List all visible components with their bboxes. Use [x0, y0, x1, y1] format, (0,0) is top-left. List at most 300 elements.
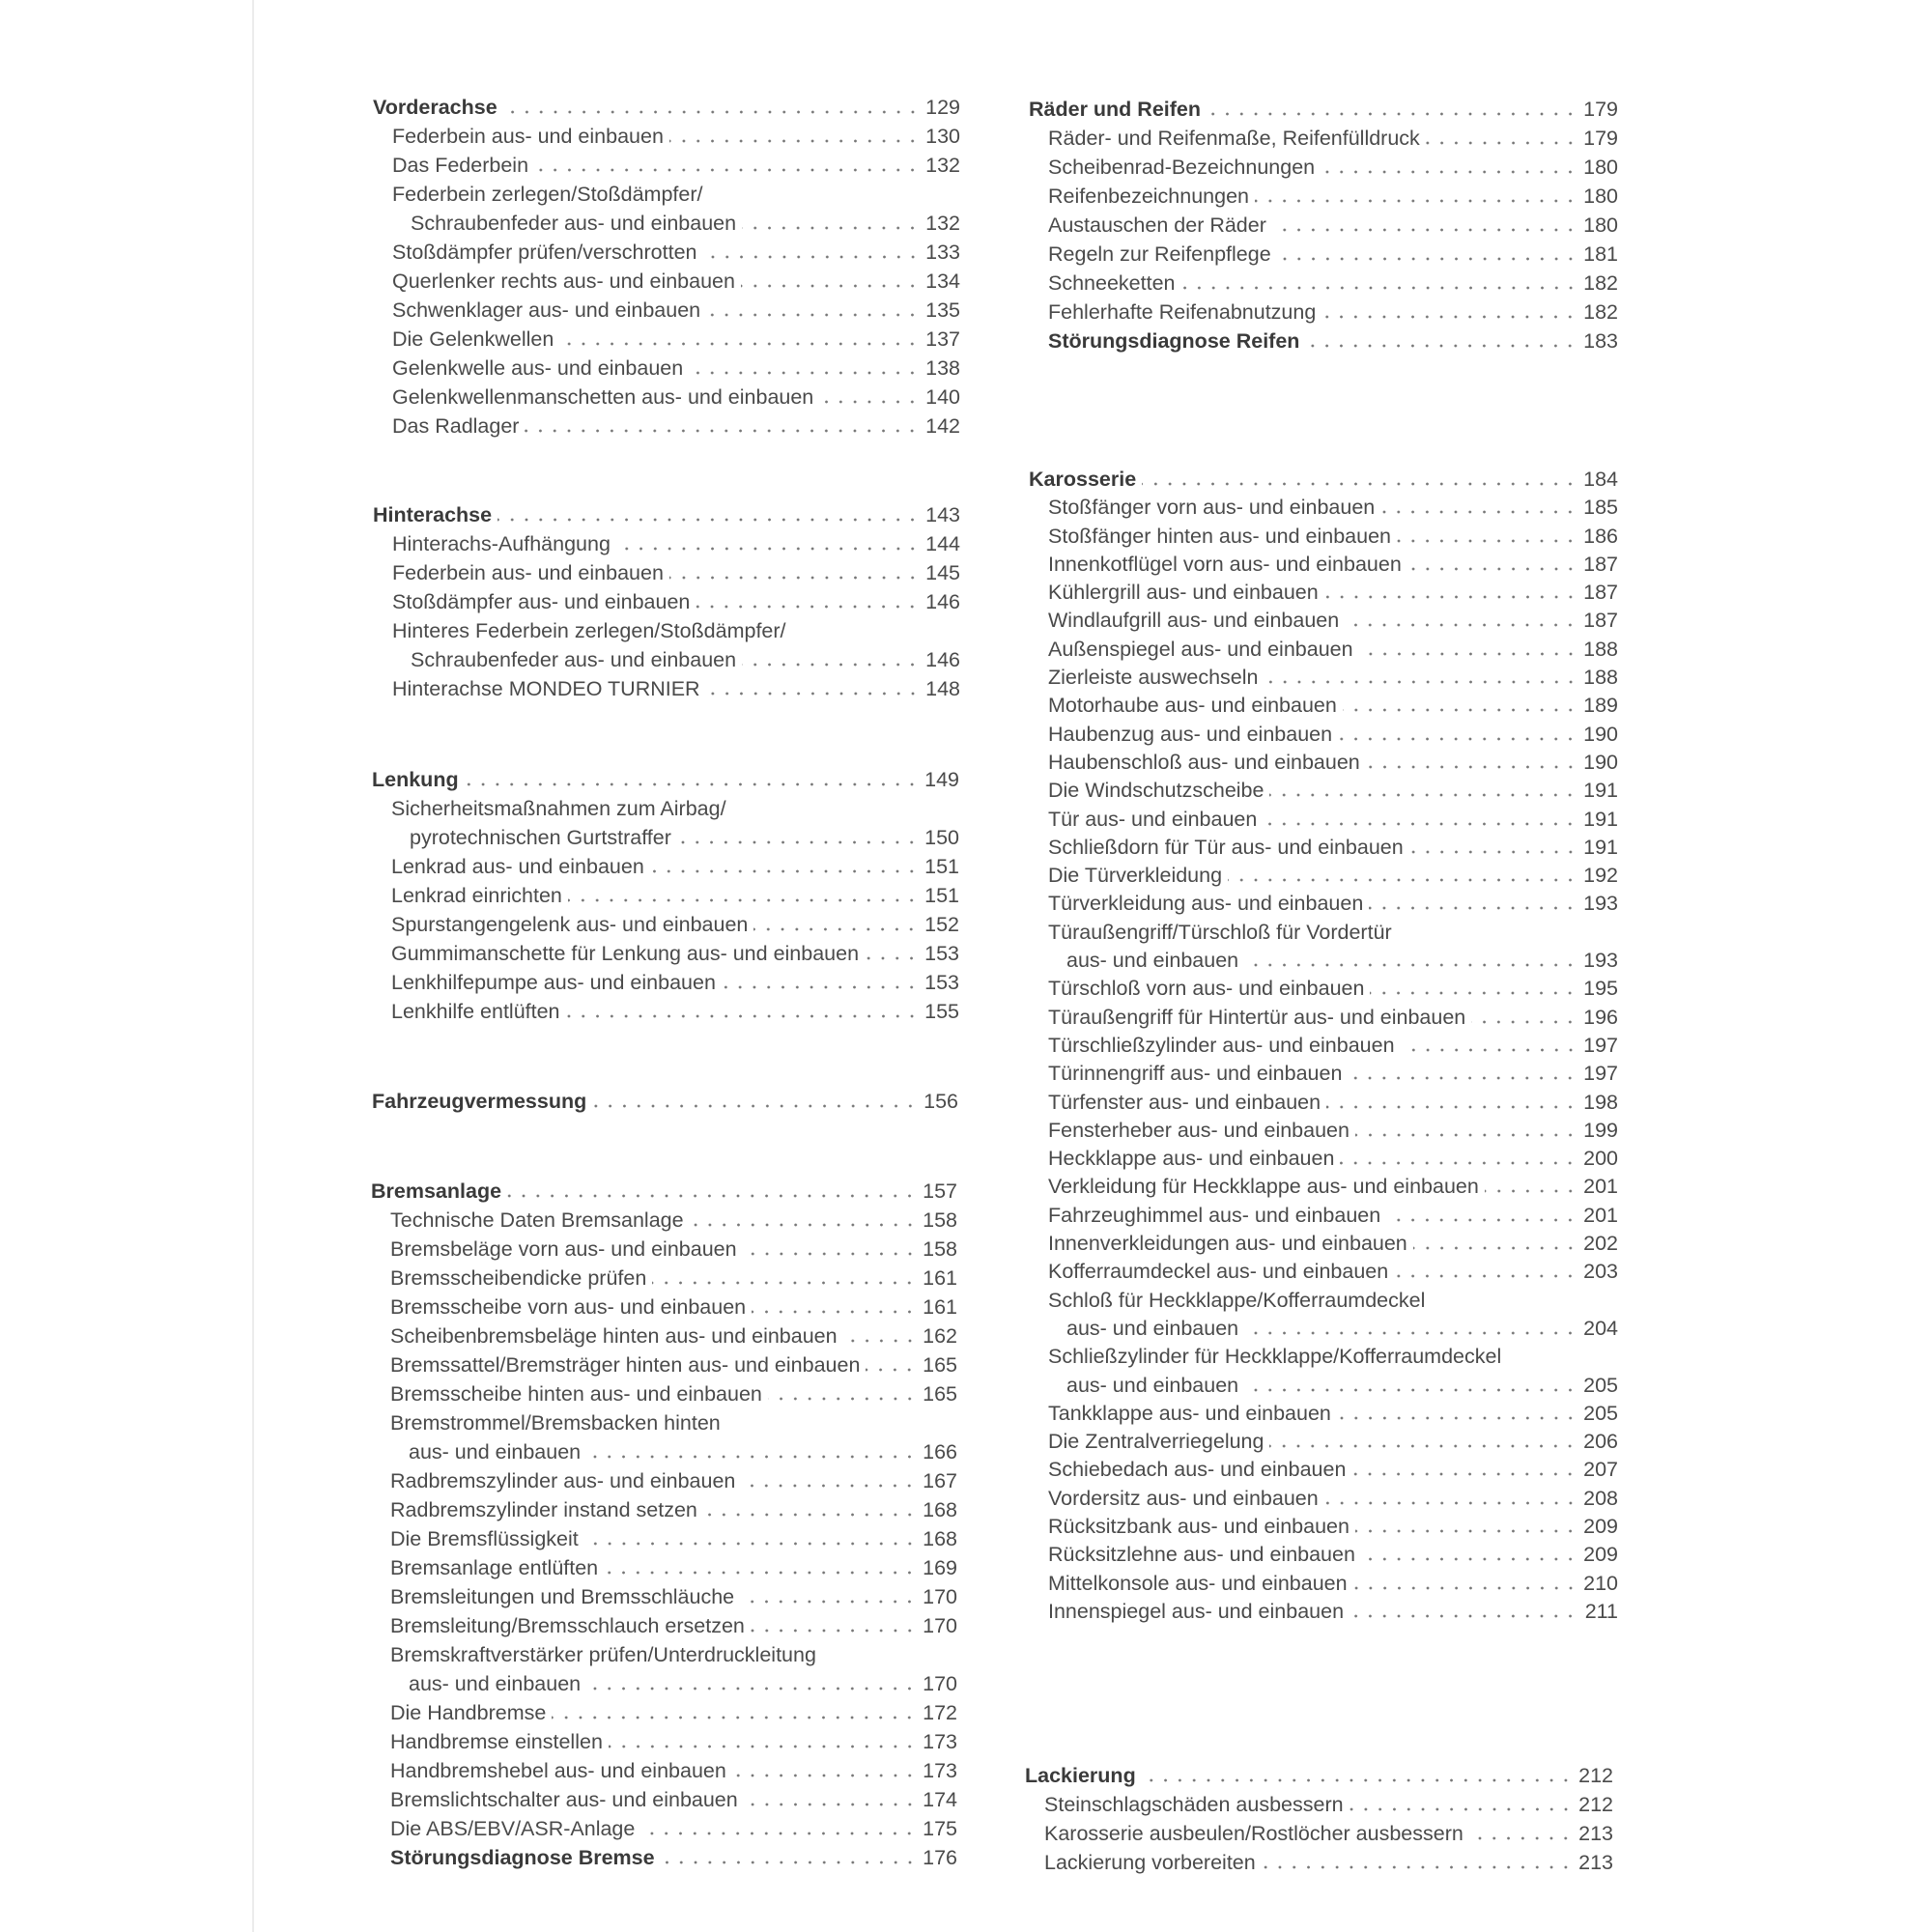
entry-title: Schließzylinder für Heckklappe/Kofferraumdeckel — [1048, 1345, 1502, 1369]
page-number: 205 — [1583, 1373, 1618, 1397]
toc-entry[interactable] — [373, 587, 960, 616]
toc-entry[interactable] — [1029, 523, 1618, 551]
toc-entry[interactable] — [1029, 1485, 1618, 1513]
page-number: 196 — [1583, 1005, 1618, 1029]
page-number: 212 — [1578, 1764, 1613, 1787]
toc-entry[interactable] — [1029, 240, 1618, 269]
page-number: 205 — [1583, 1401, 1618, 1425]
page-edge — [252, 0, 254, 1932]
entry-title: Fahrzeughimmel aus- und einbauen — [1048, 1203, 1381, 1227]
dot-leader — [1321, 170, 1577, 174]
toc-heading[interactable] — [371, 1177, 957, 1206]
dot-leader — [669, 576, 920, 580]
dot-leader — [1244, 1331, 1577, 1335]
entry-title: Vorderachse — [373, 96, 497, 119]
page-number: 138 — [925, 356, 960, 380]
dot-leader — [1370, 991, 1577, 995]
dot-leader — [696, 605, 920, 609]
entry-title: Windlaufgrill aus- und einbauen — [1048, 609, 1340, 633]
dot-leader — [1142, 482, 1577, 486]
entry-title: aus- und einbauen — [409, 1672, 582, 1695]
page-number: 143 — [925, 503, 960, 526]
toc-entry[interactable] — [373, 558, 960, 587]
toc-entry[interactable] — [1029, 1456, 1618, 1484]
dot-leader — [703, 1513, 917, 1517]
page-number: 209 — [1583, 1543, 1618, 1567]
dot-leader — [1340, 1161, 1577, 1165]
toc-entry[interactable] — [1029, 636, 1618, 664]
dot-leader — [743, 1252, 917, 1256]
entry-title: Rücksitzbank aus- und einbauen — [1048, 1514, 1350, 1538]
page-number: 204 — [1583, 1316, 1618, 1340]
page-number: 137 — [925, 327, 960, 351]
entry-title: Schneeketten — [1048, 271, 1176, 295]
toc-entry[interactable] — [1029, 1570, 1618, 1598]
page-number: 201 — [1583, 1203, 1618, 1227]
dot-leader — [584, 1542, 917, 1546]
toc-entry[interactable] — [1029, 182, 1618, 211]
dot-leader — [1207, 112, 1577, 116]
toc-entry[interactable] — [1029, 1513, 1618, 1541]
dot-leader — [1326, 1105, 1577, 1109]
page-number: 199 — [1583, 1118, 1618, 1142]
page-number: 213 — [1578, 1851, 1613, 1874]
page-number: 191 — [1583, 779, 1618, 803]
toc-heading[interactable] — [372, 765, 959, 794]
entry-title: Federbein zerlegen/Stoßdämpfer/ — [392, 183, 703, 206]
page-number: 150 — [924, 826, 959, 849]
toc-entry[interactable] — [1029, 1173, 1618, 1201]
dot-leader — [1471, 1020, 1577, 1024]
entry-title: Lenkhilfe entlüften — [391, 1000, 560, 1023]
entry-title: Bremsscheibe vorn aus- und einbauen — [390, 1295, 747, 1319]
dot-leader — [1353, 1586, 1577, 1590]
toc-entry[interactable] — [1029, 1258, 1618, 1286]
dot-leader — [661, 1861, 917, 1864]
entry-title: Bremskraftverstärker prüfen/Unterdruckleitung — [390, 1643, 816, 1666]
page-number: 152 — [924, 913, 959, 936]
dot-leader — [865, 956, 919, 960]
toc-heading[interactable] — [1029, 95, 1618, 124]
dot-leader — [1355, 1133, 1577, 1137]
toc-entry[interactable] — [1029, 834, 1618, 862]
entry-title: Innenspiegel aus- und einbauen — [1048, 1599, 1345, 1623]
dot-leader — [1305, 344, 1577, 348]
dot-leader — [525, 429, 920, 433]
toc-entry[interactable] — [1029, 298, 1618, 327]
toc-section — [1025, 1761, 1613, 1877]
page-number: 187 — [1583, 581, 1618, 605]
toc-entry[interactable] — [371, 1437, 957, 1466]
toc-entry[interactable] — [372, 823, 959, 852]
dot-leader — [752, 1310, 917, 1314]
toc-entry[interactable] — [1029, 664, 1618, 692]
page-number: 133 — [925, 241, 960, 264]
page-number: 145 — [925, 561, 960, 584]
dot-leader — [1269, 1444, 1577, 1448]
dot-leader — [741, 1484, 917, 1488]
entry-title: Gelenkwelle aus- und einbauen — [392, 356, 684, 380]
dot-leader — [507, 1194, 917, 1198]
toc-entry[interactable] — [1029, 124, 1618, 153]
page-number: 172 — [923, 1701, 957, 1724]
page-number: 193 — [1583, 892, 1618, 916]
page-number: 151 — [924, 855, 959, 878]
dot-leader — [689, 371, 920, 375]
toc-entry[interactable] — [371, 1524, 957, 1553]
toc-entry[interactable] — [1029, 1145, 1618, 1173]
entry-title: Stoßdämpfer prüfen/verschrotten — [392, 241, 697, 264]
entry-title: Rücksitzlehne aus- und einbauen — [1048, 1543, 1355, 1567]
toc-entry[interactable] — [371, 1756, 957, 1785]
entry-title: Gummimanschette für Lenkung aus- und einbauen — [391, 942, 860, 965]
page-number: 202 — [1583, 1232, 1618, 1256]
toc-entry[interactable] — [1029, 1032, 1618, 1060]
entry-title: Türschloß vorn aus- und einbauen — [1048, 977, 1365, 1001]
toc-entry[interactable] — [1029, 579, 1618, 607]
page-number: 132 — [925, 212, 960, 235]
toc-entry[interactable] — [1029, 1060, 1618, 1088]
dot-leader — [1181, 286, 1578, 290]
entry-title: Schwenklager aus- und einbauen — [392, 298, 701, 322]
toc-entry[interactable] — [1029, 1089, 1618, 1117]
entry-title: Regeln zur Reifenpflege — [1048, 242, 1271, 266]
entry-title: Federbein aus- und einbauen — [392, 561, 664, 584]
entry-title: Bremslichtschalter aus- und einbauen — [390, 1788, 738, 1811]
toc-entry[interactable] — [1029, 1315, 1618, 1343]
page-number: 207 — [1583, 1458, 1618, 1482]
dot-leader — [1350, 1807, 1573, 1811]
toc-entry[interactable] — [1029, 1230, 1618, 1258]
toc-entry[interactable] — [1025, 1819, 1613, 1848]
toc-entry[interactable] — [1029, 947, 1618, 975]
dot-leader — [1142, 1778, 1573, 1782]
entry-title: Mittelkonsole aus- und einbauen — [1048, 1571, 1348, 1595]
dot-leader — [1401, 1048, 1577, 1052]
entry-title: Haubenschloß aus- und einbauen — [1048, 750, 1360, 774]
toc-section — [373, 93, 960, 440]
toc-entry[interactable] — [373, 267, 960, 296]
entry-title: Hinterachs-Aufhängung — [392, 532, 611, 555]
toc-entry[interactable] — [1029, 806, 1618, 834]
entry-title: Fehlerhafte Reifenabnutzung — [1048, 300, 1317, 324]
entry-title: Sicherheitsmaßnahmen zum Airbag/ — [391, 797, 726, 820]
page-number: 167 — [923, 1469, 957, 1492]
dot-leader — [1244, 963, 1577, 967]
toc-entry[interactable] — [1029, 1400, 1618, 1428]
toc-entry[interactable] — [1029, 1287, 1618, 1315]
toc-entry[interactable] — [1029, 551, 1618, 579]
entry-title: Fahrzeugvermessung — [372, 1090, 587, 1113]
toc-entry[interactable] — [372, 794, 959, 823]
page-number: 173 — [923, 1759, 957, 1782]
dot-leader — [744, 1803, 917, 1806]
entry-title: Stoßfänger hinten aus- und einbauen — [1048, 524, 1392, 548]
toc-entry[interactable] — [1029, 1372, 1618, 1400]
dot-leader — [751, 1629, 917, 1633]
toc-entry[interactable] — [1029, 1004, 1618, 1032]
toc-section — [1029, 95, 1618, 355]
page-number: 156 — [923, 1090, 958, 1113]
page-number: 200 — [1583, 1147, 1618, 1171]
toc-entry[interactable] — [1029, 269, 1618, 298]
page-number: 184 — [1583, 468, 1618, 491]
entry-title: Türinnengriff aus- und einbauen — [1048, 1062, 1343, 1086]
toc-entry[interactable] — [1029, 975, 1618, 1003]
toc-entry[interactable] — [373, 296, 960, 325]
entry-title: Federbein aus- und einbauen — [392, 125, 664, 148]
toc-entry[interactable] — [371, 1264, 957, 1293]
entry-title: Scheibenrad-Bezeichnungen — [1048, 156, 1316, 179]
entry-title: Bremsbeläge vorn aus- und einbauen — [390, 1237, 737, 1261]
toc-entry[interactable] — [1029, 1598, 1618, 1626]
toc-entry[interactable] — [371, 1379, 957, 1408]
entry-title: Radbremszylinder instand setzen — [390, 1498, 697, 1521]
toc-entry[interactable] — [373, 238, 960, 267]
entry-title: Austauschen der Räder — [1048, 213, 1266, 237]
page-number: 179 — [1583, 127, 1618, 150]
page-number: 174 — [923, 1788, 957, 1811]
entry-title: Scheibenbremsbeläge hinten aus- und einbauen — [390, 1324, 838, 1348]
entry-title: Lackierung — [1025, 1764, 1136, 1787]
page-number: 198 — [1583, 1090, 1618, 1114]
entry-title: Zierleiste auswechseln — [1048, 666, 1259, 690]
page-number: 176 — [923, 1846, 957, 1869]
dot-leader — [652, 1281, 917, 1285]
toc-entry[interactable] — [1025, 1790, 1613, 1819]
dot-leader — [722, 985, 919, 989]
toc-entry[interactable] — [373, 616, 960, 645]
dot-leader — [566, 1014, 919, 1018]
entry-title: Die Türverkleidung — [1048, 864, 1223, 888]
toc-entry[interactable] — [372, 881, 959, 910]
toc-entry[interactable] — [373, 325, 960, 354]
toc-entry[interactable] — [372, 852, 959, 881]
toc-entry[interactable] — [371, 1814, 957, 1843]
toc-section — [373, 500, 960, 703]
toc-entry[interactable] — [373, 354, 960, 383]
page-number: 195 — [1583, 977, 1618, 1001]
page-number: 168 — [923, 1498, 957, 1521]
entry-title: Gelenkwellenmanschetten aus- und einbauen — [392, 385, 814, 409]
toc-entry[interactable] — [373, 412, 960, 440]
toc-entry[interactable] — [373, 180, 960, 209]
dot-leader — [768, 1397, 917, 1401]
toc-heading[interactable] — [372, 1087, 958, 1116]
toc-entry[interactable] — [1029, 153, 1618, 182]
dot-leader — [1244, 1388, 1577, 1392]
entry-title: aus- und einbauen — [1066, 949, 1239, 973]
page-number: 165 — [923, 1382, 957, 1406]
entry-title: Lenkrad einrichten — [391, 884, 562, 907]
page-number: 187 — [1583, 609, 1618, 633]
entry-title: Querlenker rechts aus- und einbauen — [392, 270, 735, 293]
toc-entry[interactable] — [1029, 1343, 1618, 1371]
toc-entry[interactable] — [371, 1727, 957, 1756]
dot-leader — [740, 1600, 917, 1604]
toc-entry[interactable] — [373, 674, 960, 703]
toc-entry[interactable] — [373, 209, 960, 238]
dot-leader — [706, 692, 920, 696]
dot-leader — [742, 226, 920, 230]
toc-entry[interactable] — [372, 997, 959, 1026]
page-number: 146 — [925, 648, 960, 671]
page-number: 132 — [925, 154, 960, 177]
toc-entry[interactable] — [371, 1235, 957, 1264]
toc-entry[interactable] — [373, 151, 960, 180]
toc-entry[interactable] — [372, 939, 959, 968]
dot-leader — [1380, 510, 1577, 514]
toc-entry[interactable] — [1029, 890, 1618, 918]
entry-title: Kühlergrill aus- und einbauen — [1048, 581, 1319, 605]
dot-leader — [559, 342, 920, 346]
entry-title: Türverkleidung aus- und einbauen — [1048, 892, 1364, 916]
toc-entry[interactable] — [1029, 1541, 1618, 1569]
toc-heading[interactable] — [1025, 1761, 1613, 1790]
dot-leader — [465, 782, 919, 786]
toc-entry[interactable] — [1029, 692, 1618, 720]
entry-title: Die Gelenkwellen — [392, 327, 554, 351]
toc-entry[interactable] — [371, 1640, 957, 1669]
toc-entry[interactable] — [1029, 777, 1618, 805]
toc-entry[interactable] — [1029, 494, 1618, 522]
entry-title: Schloß für Heckklappe/Kofferraumdeckel — [1048, 1288, 1426, 1312]
dot-leader — [1277, 257, 1577, 261]
toc-section — [372, 765, 959, 1026]
dot-leader — [1394, 1274, 1577, 1278]
toc-entry[interactable] — [1029, 1117, 1618, 1145]
toc-entry[interactable] — [1029, 327, 1618, 355]
entry-title: Steinschlagschäden ausbessern — [1044, 1793, 1344, 1816]
entry-title: Die Handbremse — [390, 1701, 547, 1724]
entry-title: Schraubenfeder aus- und einbauen — [411, 648, 737, 671]
entry-title: Bremsanlage entlüften — [390, 1556, 599, 1579]
dot-leader — [1350, 1614, 1577, 1618]
entry-title: Schließdorn für Tür aus- und einbauen — [1048, 835, 1404, 859]
dot-leader — [586, 1687, 917, 1690]
toc-entry[interactable] — [371, 1408, 957, 1437]
dot-leader — [568, 898, 919, 902]
toc-entry[interactable] — [371, 1350, 957, 1379]
page-number: 211 — [1584, 1599, 1618, 1623]
toc-entry[interactable] — [1029, 919, 1618, 947]
toc-entry[interactable] — [373, 529, 960, 558]
page-number: 179 — [1583, 98, 1618, 121]
toc-entry[interactable] — [371, 1582, 957, 1611]
entry-title: Bremsleitungen und Bremsschläuche — [390, 1585, 735, 1608]
dot-leader — [1343, 708, 1577, 712]
entry-title: Hinteres Federbein zerlegen/Stoßdämpfer/ — [392, 619, 786, 642]
entry-title: Bremsscheibe hinten aus- und einbauen — [390, 1382, 762, 1406]
page-number: 149 — [924, 768, 959, 791]
toc-entry[interactable] — [1029, 1428, 1618, 1456]
entry-title: Die Bremsflüssigkeit — [390, 1527, 579, 1550]
entry-title: Türaußengriff/Türschloß für Vordertür — [1048, 920, 1392, 944]
dot-leader — [1397, 539, 1577, 543]
dot-leader — [1272, 228, 1577, 232]
toc-entry[interactable] — [1029, 1202, 1618, 1230]
toc-entry[interactable] — [373, 122, 960, 151]
page-number: 209 — [1583, 1514, 1618, 1538]
dot-leader — [1262, 1865, 1573, 1869]
page-number: 210 — [1583, 1571, 1618, 1595]
toc-entry[interactable] — [372, 910, 959, 939]
page-number: 169 — [923, 1556, 957, 1579]
page-number: 191 — [1583, 807, 1618, 831]
toc-entry[interactable] — [1029, 862, 1618, 890]
dot-leader — [1409, 850, 1577, 854]
toc-entry[interactable] — [373, 645, 960, 674]
toc-entry[interactable] — [373, 383, 960, 412]
page-number: 208 — [1583, 1486, 1618, 1510]
entry-title: Türaußengriff für Hintertür aus- und einbauen — [1048, 1005, 1466, 1029]
page-number: 188 — [1583, 666, 1618, 690]
toc-entry[interactable] — [371, 1553, 957, 1582]
toc-entry[interactable] — [1029, 749, 1618, 777]
toc-entry[interactable] — [371, 1611, 957, 1640]
entry-title: Die Windschutzscheibe — [1048, 779, 1264, 803]
page-number: 140 — [925, 385, 960, 409]
toc-entry[interactable] — [371, 1466, 957, 1495]
entry-title: Lenkrad aus- und einbauen — [391, 855, 644, 878]
toc-entry[interactable] — [371, 1843, 957, 1872]
page-number: 180 — [1583, 213, 1618, 237]
entry-title: Störungsdiagnose Reifen — [1048, 329, 1300, 353]
toc-entry[interactable] — [371, 1206, 957, 1235]
toc-entry[interactable] — [1029, 607, 1618, 635]
page-number: 170 — [923, 1614, 957, 1637]
entry-title: Hinterachse MONDEO TURNIER — [392, 677, 700, 700]
toc-heading[interactable] — [373, 500, 960, 529]
entry-title: Technische Daten Bremsanlage — [390, 1208, 684, 1232]
page-number: 197 — [1583, 1033, 1618, 1057]
page-number: 144 — [925, 532, 960, 555]
dot-leader — [741, 284, 920, 288]
toc-entry[interactable] — [371, 1669, 957, 1698]
entry-title: aus- und einbauen — [1066, 1316, 1239, 1340]
page-number: 155 — [924, 1000, 959, 1023]
toc-entry[interactable] — [371, 1698, 957, 1727]
page-number: 168 — [923, 1527, 957, 1550]
toc-entry[interactable] — [372, 968, 959, 997]
toc-entry[interactable] — [1025, 1848, 1613, 1877]
dot-leader — [677, 840, 919, 844]
toc-entry[interactable] — [1029, 211, 1618, 240]
dot-leader — [866, 1368, 917, 1372]
page-number: 148 — [925, 677, 960, 700]
toc-heading[interactable] — [1029, 466, 1618, 494]
toc-entry[interactable] — [371, 1321, 957, 1350]
entry-title: Räder- und Reifenmaße, Reifenfülldruck — [1048, 127, 1420, 150]
page-number: 158 — [923, 1208, 957, 1232]
toc-heading[interactable] — [373, 93, 960, 122]
entry-title: Tür aus- und einbauen — [1048, 807, 1258, 831]
dot-leader — [616, 547, 920, 551]
entry-title: Verkleidung für Heckklappe aus- und einbauen — [1048, 1175, 1479, 1199]
entry-title: Schraubenfeder aus- und einbauen — [411, 212, 737, 235]
toc-entry[interactable] — [1029, 721, 1618, 749]
entry-title: Tankklappe aus- und einbauen — [1048, 1401, 1331, 1425]
entry-title: Hinterachse — [373, 503, 493, 526]
page-number: 206 — [1583, 1430, 1618, 1454]
entry-title: Stoßfänger vorn aus- und einbauen — [1048, 496, 1376, 520]
page-number: 161 — [923, 1266, 957, 1290]
page-number: 189 — [1583, 694, 1618, 718]
toc-entry[interactable] — [371, 1293, 957, 1321]
toc-entry[interactable] — [371, 1785, 957, 1814]
toc-entry[interactable] — [371, 1495, 957, 1524]
entry-title: Lenkung — [372, 768, 459, 791]
